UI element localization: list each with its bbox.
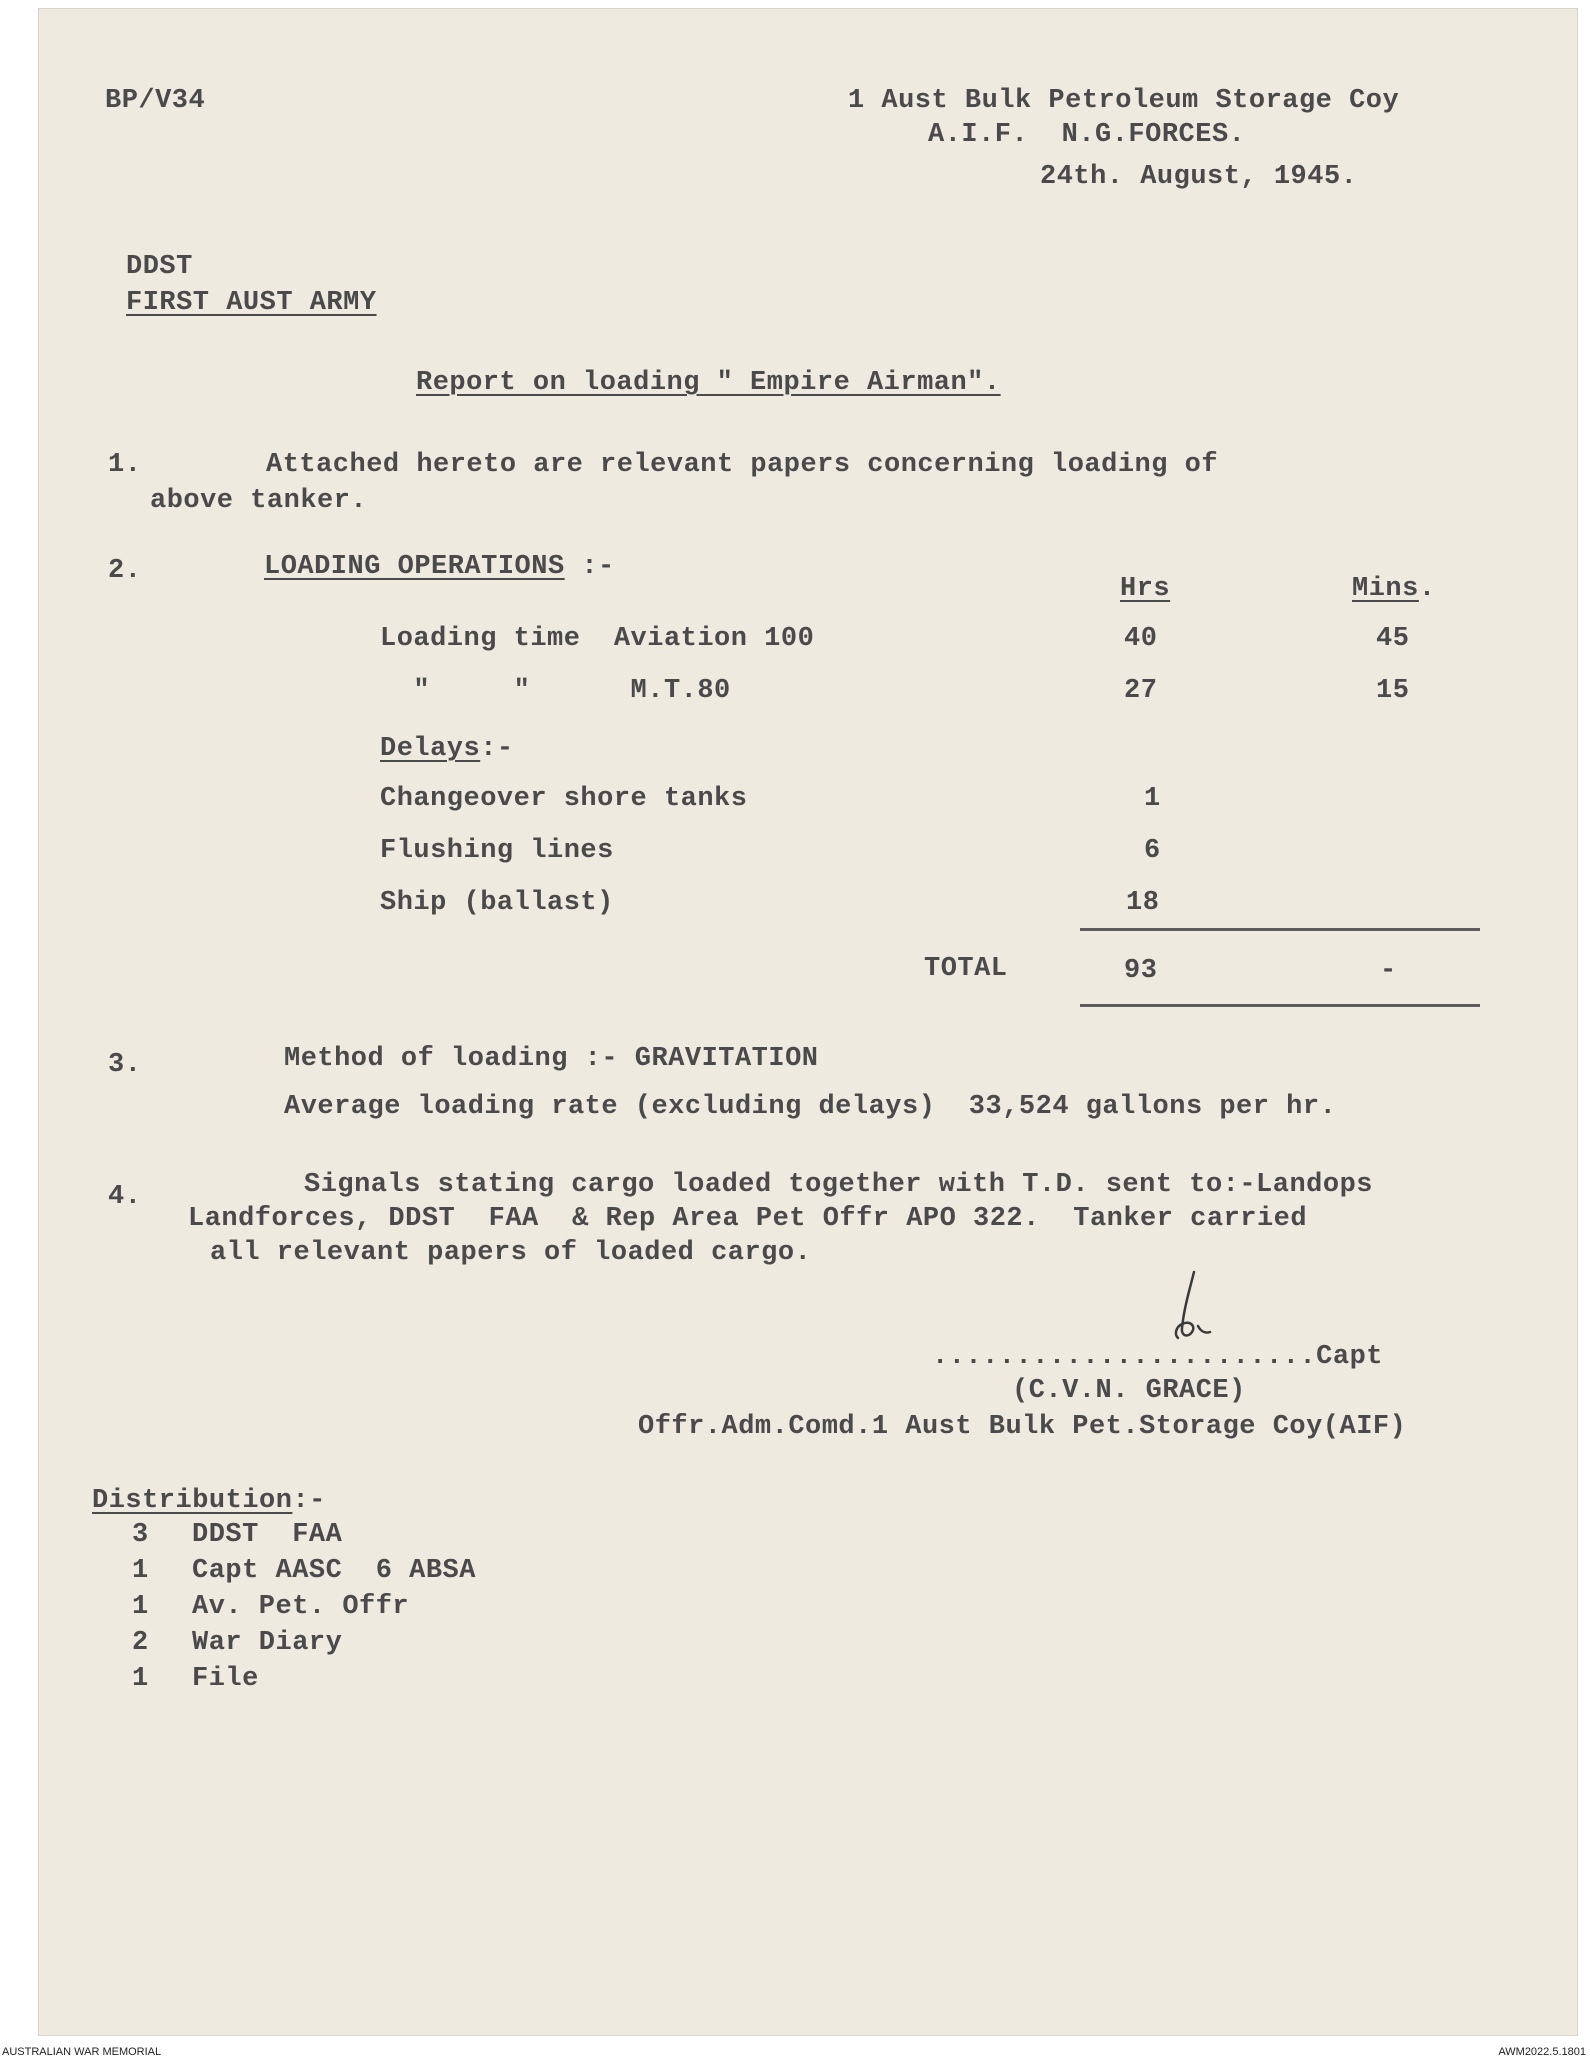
loading-row-mt80-label: " " M.T.80	[380, 676, 731, 706]
reference-number: BP/V34	[105, 86, 206, 116]
total-rule	[1080, 1004, 1480, 1007]
distribution-heading-wrap	[92, 1486, 326, 1516]
sender-force: A.I.F. N.G.FORCES.	[928, 120, 1246, 150]
handwritten-signature	[1160, 1268, 1220, 1348]
delay-ship-label: Ship (ballast)	[380, 888, 614, 918]
total-label: TOTAL	[924, 954, 1008, 984]
subtotal-rule	[1080, 928, 1480, 931]
delay-changeover-label: Changeover shore tanks	[380, 784, 748, 814]
distribution-recipient: DDST FAA	[192, 1520, 343, 1550]
column-minutes-wrap	[1352, 574, 1436, 604]
delay-flushing-hrs: 6	[1144, 836, 1161, 866]
para3-rate: Average loading rate (excluding delays) 33,524 gallons per hr.	[284, 1092, 1337, 1122]
para1-line1: Attached hereto are relevant papers concerning loading of	[266, 450, 1219, 480]
distribution-recipient: Capt AASC 6 ABSA	[192, 1556, 476, 1586]
column-minutes: Mins	[1352, 574, 1419, 604]
loading-row-aviation-label: Loading time Aviation 100	[380, 624, 815, 654]
delays-heading-wrap	[380, 734, 514, 764]
delay-changeover-hrs: 1	[1144, 784, 1161, 814]
para4-number: 4.	[108, 1182, 142, 1212]
delay-ship-hrs: 18	[1126, 888, 1160, 918]
distribution-qty: 1	[132, 1556, 149, 1586]
loading-row-aviation-hrs: 40	[1124, 624, 1158, 654]
para1-line2: above tanker.	[150, 486, 368, 516]
para4-line2: Landforces, DDST FAA & Rep Area Pet Offr APO 322. Tanker carried	[188, 1204, 1308, 1234]
total-minutes: -	[1380, 956, 1397, 986]
loading-row-mt80-mins: 15	[1376, 676, 1410, 706]
column-minutes-suffix: .	[1418, 574, 1436, 604]
para2-heading: LOADING OPERATIONS	[264, 552, 565, 582]
distribution-qty: 3	[132, 1520, 149, 1550]
delay-flushing-label: Flushing lines	[380, 836, 614, 866]
para2-heading-wrap	[264, 552, 615, 582]
total-hours: 93	[1124, 956, 1158, 986]
letter-date: 24th. August, 1945.	[1040, 162, 1358, 192]
para4-line3: all relevant papers of loaded cargo.	[210, 1238, 812, 1268]
signature-line: .......................Capt	[932, 1342, 1383, 1372]
signatory-name: (C.V.N. GRACE)	[1012, 1376, 1246, 1406]
distribution-heading: Distribution	[92, 1486, 293, 1516]
signatory-title: Offr.Adm.Comd.1 Aust Bulk Pet.Storage Coy(AIF)	[638, 1412, 1407, 1442]
distribution-recipient: Av. Pet. Offr	[192, 1592, 410, 1622]
delays-heading-suffix: :-	[480, 734, 514, 764]
loading-row-mt80-hrs: 27	[1124, 676, 1158, 706]
distribution-recipient: War Diary	[192, 1628, 343, 1658]
para2-heading-suffix: :-	[564, 552, 615, 582]
distribution-recipient: File	[192, 1664, 259, 1694]
column-hours: Hrs	[1120, 574, 1171, 604]
sender-unit: 1 Aust Bulk Petroleum Storage Coy	[848, 86, 1400, 116]
recipient-line2: FIRST AUST ARMY	[126, 288, 377, 318]
footer-accession: AWM2022.5.1801	[1498, 2046, 1586, 2058]
distribution-heading-suffix: :-	[292, 1486, 326, 1516]
para1-number: 1.	[108, 450, 142, 480]
footer-institution: AUSTRALIAN WAR MEMORIAL	[2, 2046, 162, 2058]
delays-heading: Delays	[380, 734, 481, 764]
distribution-qty: 2	[132, 1628, 149, 1658]
para4-line1: Signals stating cargo loaded together with T.D. sent to:-Landops	[304, 1170, 1373, 1200]
recipient-line1: DDST	[126, 252, 193, 282]
distribution-qty: 1	[132, 1664, 149, 1694]
para3-number: 3.	[108, 1050, 142, 1080]
subject-heading: Report on loading " Empire Airman".	[416, 368, 1001, 398]
para3-method: Method of loading :- GRAVITATION	[284, 1044, 819, 1074]
distribution-qty: 1	[132, 1592, 149, 1622]
para2-number: 2.	[108, 556, 142, 586]
loading-row-aviation-mins: 45	[1376, 624, 1410, 654]
